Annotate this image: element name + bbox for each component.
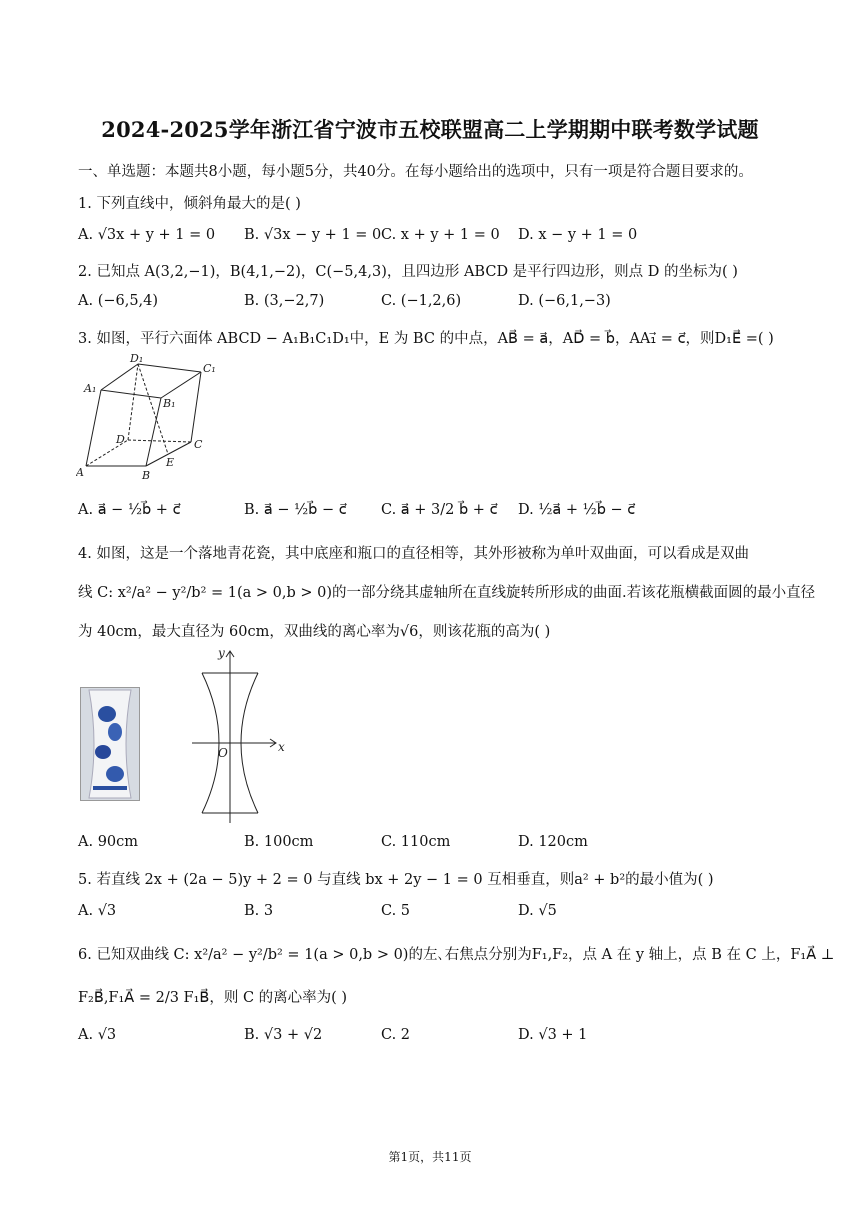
origin-label: O [218,746,228,760]
hyperbola-graph [192,645,288,825]
question-4-stem-line3: 为 40cm，最大直径为 60cm，双曲线的离心率为√6，则该花瓶的高为( ) [78,624,551,640]
axis-y-label: y [218,646,225,660]
label-c1: C₁ [203,362,216,375]
label-a1: A₁ [84,382,97,395]
q6-option-c: C. 2 [381,1027,411,1043]
q4-option-d: D. 120cm [518,834,588,850]
q4-option-b: B. 100cm [244,834,314,850]
label-b1: B₁ [163,397,176,410]
q6-option-a: A. √3 [78,1027,117,1043]
q1-option-b: B. √3x − y + 1 = 0 [244,227,382,243]
label-d1: D₁ [130,352,144,365]
label-a: A [76,466,84,479]
page-title: 2024-2025学年浙江省宁波市五校联盟高二上学期期中联考数学试题 [101,117,759,142]
label-b: B [142,469,151,482]
q3-option-c: C. a⃗ + 3/2 b⃗ + c⃗ [381,502,498,518]
question-5-stem: 5. 若直线 2x + (2a − 5)y + 2 = 0 与直线 bx + 2y − 1 = 0 互相垂直，则a² + b²的最小值为( ) [78,872,714,888]
q3-option-d: D. ½a⃗ + ½b⃗ − c⃗ [518,502,636,518]
q5-option-a: A. √3 [78,903,117,919]
question-4-stem-line2: 线 C: x²/a² − y²/b² = 1(a > 0,b > 0)的一部分绕其虚轴所在直线旋转所形成的曲面.若该花瓶横截面圆的最小直径 [78,585,816,601]
question-6-stem-line1: 6. 已知双曲线 C: x²/a² − y²/b² = 1(a > 0,b > 0)的左､右焦点分别为F₁,F₂，点 A 在 y 轴上，点 B 在 C 上，F₁A⃗ ⊥ [78,947,835,963]
label-c: C [194,438,203,451]
q2-option-c: C. (−1,2,6) [381,293,462,309]
section-heading: 一、单选题：本题共8小题，每小题5分，共40分。在每小题给出的选项中，只有一项是符合题目要求的。 [78,164,753,180]
question-6-stem-line2: F₂B⃗,F₁A⃗ = 2/3 F₁B⃗，则 C 的离心率为( ) [78,990,348,1006]
q1-option-c: C. x + y + 1 = 0 [381,227,500,243]
q3-option-b: B. a⃗ − ½b⃗ − c⃗ [244,502,347,518]
label-e: E [166,456,175,469]
q4-option-c: C. 110cm [381,834,451,850]
question-4-stem-line1: 4. 如图，这是一个落地青花瓷，其中底座和瓶口的直径相等，其外形被称为单叶双曲面，可以看成是双曲 [78,546,749,562]
question-1-stem: 1. 下列直线中，倾斜角最大的是( ) [78,196,301,212]
vase-photo [80,687,140,801]
q6-option-b: B. √3 + √2 [244,1027,323,1043]
q5-option-b: B. 3 [244,903,274,919]
q5-option-c: C. 5 [381,903,411,919]
q2-option-d: D. (−6,1,−3) [518,293,611,309]
parallelepiped-figure [76,352,226,482]
question-2-stem: 2. 已知点 A(3,2,−1)，B(4,1,−2)，C(−5,4,3)，且四边形 ABCD 是平行四边形，则点 D 的坐标为( ) [78,264,738,280]
q5-option-d: D. √5 [518,903,557,919]
q4-option-a: A. 90cm [78,834,139,850]
q2-option-a: A. (−6,5,4) [78,293,159,309]
q3-option-a: A. a⃗ − ½b⃗ + c⃗ [78,502,181,518]
page-footer: 第1页，共11页 [388,1150,472,1164]
q1-option-a: A. √3x + y + 1 = 0 [78,227,216,243]
label-d: D [116,433,125,446]
q6-option-d: D. √3 + 1 [518,1027,588,1043]
q2-option-b: B. (3,−2,7) [244,293,325,309]
question-3-stem: 3. 如图，平行六面体 ABCD − A₁B₁C₁D₁中，E 为 BC 的中点，AB⃗ = a⃗，AD⃗ = b⃗，AA₁⃗ = c⃗，则D₁E⃗ =( ) [78,331,774,347]
axis-x-label: x [278,740,285,754]
q1-option-d: D. x − y + 1 = 0 [518,227,638,243]
